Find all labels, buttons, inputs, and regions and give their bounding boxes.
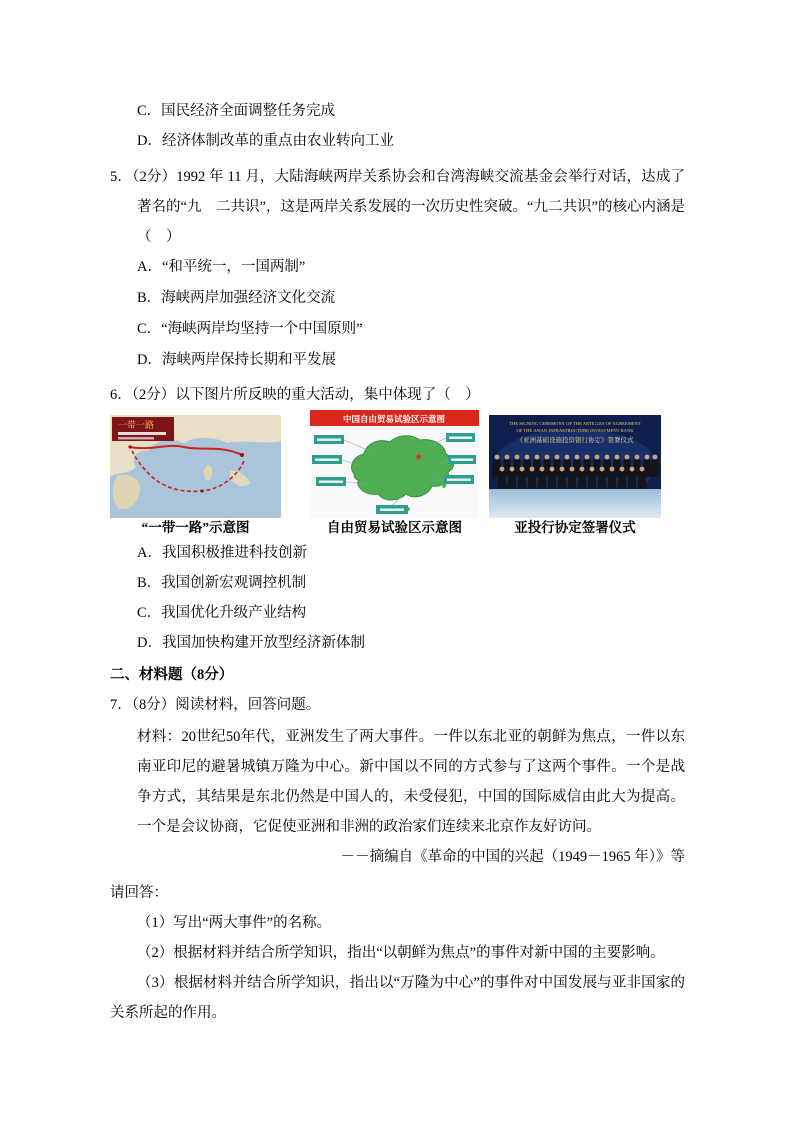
q7-stem: 7．（8分）阅读材料，回答问题。 <box>110 697 321 713</box>
q6-stem: 6．（2分）以下图片所反映的重大活动，集中体现了（ ） <box>110 387 480 403</box>
belt-and-road-map-image <box>110 410 281 518</box>
q7-answer-prompt: 请回答： <box>110 885 168 901</box>
aiib-signing-ceremony-photo <box>489 410 661 518</box>
section2-header: 二、材料题（8分） <box>110 667 234 683</box>
q5-option-d: D．海峡两岸保持长期和平发展 <box>137 352 336 368</box>
q5-option-c: C．“海峡两岸均坚持一个中国原则” <box>137 321 363 337</box>
aiib-ceremony-photo-svg <box>489 415 661 518</box>
backdrop-text-line1: THE SIGNING CEREMONY OF THE ARTICLES OF AGREEMENT <box>509 421 641 426</box>
q4-option-c: C．国民经济全面调整任务完成 <box>137 103 336 119</box>
q6-image-row <box>110 410 685 538</box>
q5-option-a: A．“和平统一，一国两制” <box>137 259 306 275</box>
backdrop-text-line3: 《亚洲基础设施投资银行协定》签署仪式 <box>516 437 634 444</box>
q7-material-paragraph: 材料：20世纪50年代，亚洲发生了两大事件。一件以东北亚的朝鲜为焦点，一件以东南亚印尼的避暑城镇万隆为中心。新中国以不同的方式参与了这两个事件。一个是战争方式，其结果是东北仍然是中国人的，未受侵犯，中国的国际威信由此大为提高。一个是会议协商，它促使亚洲和非洲的政治家们连续来北京作友好访问。 <box>137 729 685 835</box>
free-trade-zone-figure <box>310 410 479 538</box>
legend-text-bar <box>118 432 166 435</box>
belt-and-road-figure <box>110 410 281 538</box>
stage-floor <box>489 489 661 518</box>
route-node-dot <box>128 445 131 448</box>
backdrop-text-line2: OF THE ASIAN INFRASTRUCTURE INVESTMENT BANK <box>516 428 634 433</box>
map-title-text: 中国自由贸易试验区示意图 <box>342 414 446 424</box>
q6-option-a: A．我国积极推进科技创新 <box>137 545 307 561</box>
q5-stem: 5．（2分）1992 年 11 月，大陆海峡两岸关系协会和台湾海峡交流基金会举行对话，达成了著名的“九 二共识”，这是两岸关系发展的一次历史性突破。“九二共识”的核心内涵是（ ） <box>110 169 685 245</box>
q6-option-c: C．我国优化升级产业结构 <box>137 605 307 621</box>
q6-caption-3: 亚投行协定签署仪式 <box>514 520 636 535</box>
free-trade-zone-map-svg <box>310 410 479 518</box>
q6-option-d: D．我国加快构建开放型经济新体制 <box>137 635 365 651</box>
free-trade-zone-map-image <box>310 410 479 518</box>
route-node-dot <box>200 489 203 492</box>
legend-text-bar <box>118 437 154 440</box>
q7-sub-question-1: （1）写出“两大事件”的名称。 <box>137 915 332 931</box>
q4-option-d: D．经济体制改革的重点由农业转向工业 <box>137 133 394 149</box>
q6-caption-2: 自由贸易试验区示意图 <box>327 520 462 535</box>
q7-sub-question-2: （2）根据材料并结合所学知识，指出“以朝鲜为焦点”的事件对新中国的主要影响。 <box>137 945 665 961</box>
capital-star-icon: ★ <box>414 452 423 463</box>
map-legend-title: 一带一路 <box>118 420 155 430</box>
q6-caption-1: “一带一路”示意图 <box>141 520 250 535</box>
q6-option-b: B．我国创新宏观调控机制 <box>137 575 307 591</box>
belt-and-road-map-svg <box>110 415 281 518</box>
q5-options <box>110 252 685 376</box>
q7-material-attribution: －－摘编自《革命的中国的兴起（1949－1965 年）》等 <box>340 849 685 865</box>
q6-options <box>110 538 685 658</box>
route-node-dot <box>240 453 244 457</box>
aiib-signing-ceremony-figure <box>489 410 661 538</box>
q7-sub-question-3: （3）根据材料并结合所学知识，指出以“万隆为中心”的事件对中国发展与亚非国家的关系所起的作用。 <box>110 975 685 1021</box>
q5-option-b: B．海峡两岸加强经济文化交流 <box>137 290 336 306</box>
